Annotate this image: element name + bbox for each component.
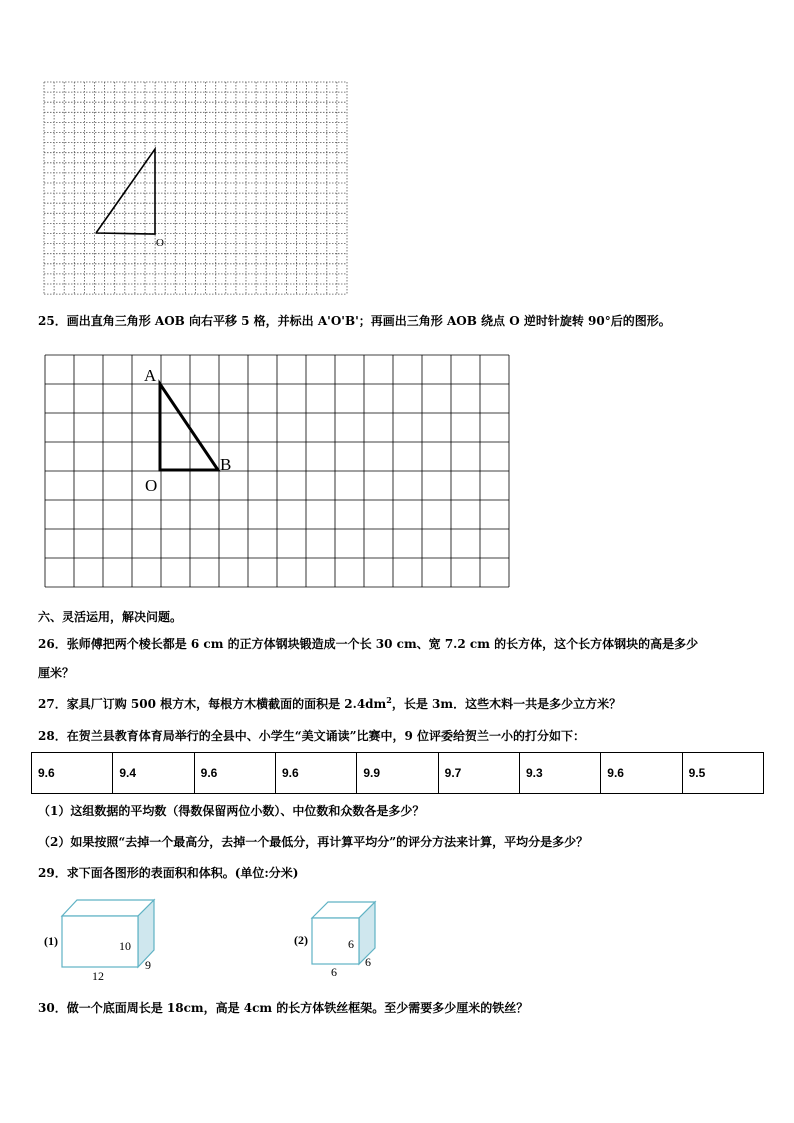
triangle-aob	[160, 384, 218, 470]
question-26	[38, 636, 698, 652]
dotted-grid	[44, 82, 347, 294]
question-text: 求下面各图形的表面积和体积。(单位:分米)	[66, 866, 299, 880]
question-28-sub2: （2）如果按照“去掉一个最高分，去掉一个最低分，再计算平均分”的评分方法来计算，平均分是多少？	[38, 835, 589, 849]
vertex-a-label: A	[144, 366, 157, 385]
height-label: 10	[119, 939, 131, 953]
question-25	[38, 313, 671, 329]
cuboid-figure-2	[292, 892, 392, 987]
vertex-b-label: B	[220, 455, 232, 474]
question-text-end: ，长是 3m．这些木料一共是多少立方米？	[391, 697, 622, 711]
q25-grid-figure	[42, 352, 512, 590]
figure-label: (1)	[44, 934, 58, 948]
question-28	[38, 728, 585, 744]
score-cell: 9.6	[275, 753, 356, 794]
question-text: 家具厂订购 500 根方木，每根方木横截面的面积是 2.4dm	[66, 697, 387, 711]
question-27	[38, 696, 621, 712]
height-label: 6	[348, 937, 354, 951]
question-text: 画出直角三角形 AOB 向右平移 5 格，并标出 A'O'B'；再画出三角形 AOB 绕点 O 逆时针旋转 90°后的图形。	[66, 314, 671, 328]
table-row	[32, 753, 764, 794]
question-text: 做一个底面周长是 18cm，高是 4cm 的长方体铁丝框架。至少需要多少厘米的铁丝？	[66, 1001, 529, 1015]
question-text-line2: 厘米？	[38, 666, 75, 680]
score-cell: 9.3	[519, 753, 600, 794]
question-text: 在贺兰县教育体育局举行的全县中、小学生“美文诵读”比赛中，9 位评委给贺兰一小的打分如下：	[66, 729, 586, 743]
score-cell: 9.4	[113, 753, 194, 794]
point-o-label: O	[156, 237, 164, 249]
score-cell: 9.6	[32, 753, 113, 794]
question-number: 26．	[38, 637, 67, 651]
score-cell: 9.6	[194, 753, 275, 794]
question-text-line1: 张师傅把两个棱长都是 6 cm 的正方体钢块锻造成一个长 30 cm、宽 7.2 cm 的长方体，这个长方体钢块的高是多少	[66, 637, 699, 651]
figure-label: (2)	[294, 933, 308, 947]
width-label: 9	[145, 958, 151, 972]
cuboid-figure-1	[40, 892, 170, 987]
score-cell: 9.6	[601, 753, 682, 794]
question-30	[38, 1000, 528, 1016]
question-number: 28．	[38, 729, 67, 743]
square-grid	[45, 355, 509, 587]
section-6-title: 六、灵活运用，解决问题。	[38, 610, 183, 624]
length-label: 6	[331, 965, 337, 979]
question-29	[38, 865, 299, 881]
question-26-continued	[38, 665, 74, 681]
superscript: 2	[386, 695, 392, 705]
top-grid-figure	[40, 78, 350, 300]
score-cell: 9.9	[357, 753, 438, 794]
question-number: 25．	[38, 314, 67, 328]
width-label: 6	[365, 955, 371, 969]
score-cell: 9.7	[438, 753, 519, 794]
question-number: 27．	[38, 697, 67, 711]
question-28-sub1: （1）这组数据的平均数（得数保留两位小数）、中位数和众数各是多少？	[38, 804, 425, 818]
question-number: 29．	[38, 866, 67, 880]
scores-table	[31, 752, 764, 794]
question-number: 30．	[38, 1001, 67, 1015]
vertex-o-label: O	[145, 476, 158, 495]
score-cell: 9.5	[682, 753, 763, 794]
length-label: 12	[92, 969, 104, 983]
